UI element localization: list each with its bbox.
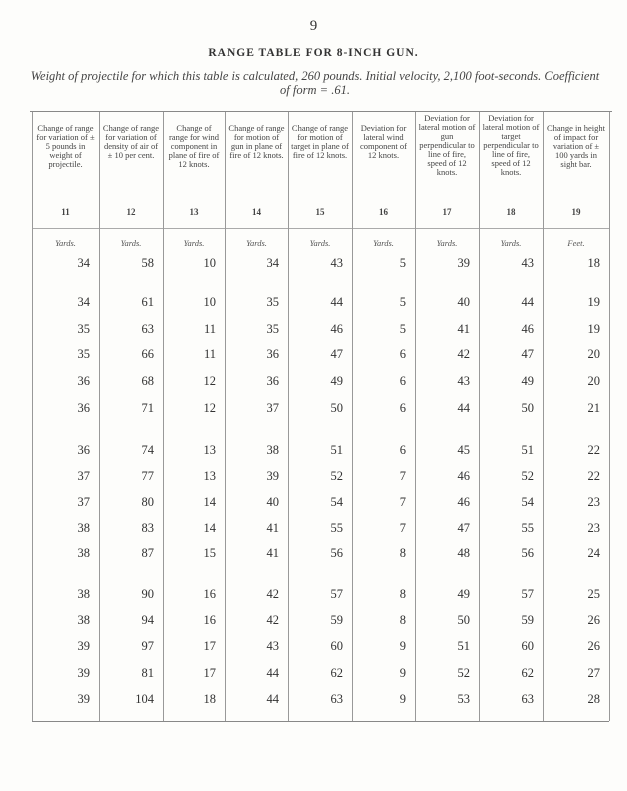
- column-header-text: Change in height of impact for variation of ± 100 yards in sight bar.: [546, 123, 606, 169]
- table-cell: 9: [399, 666, 406, 680]
- table-cell: 37: [77, 495, 90, 509]
- table-cell: 49: [457, 587, 470, 601]
- table-cell: 24: [587, 546, 600, 560]
- column-rule: [288, 112, 289, 721]
- table-cell: 36: [77, 443, 90, 457]
- table-cell: 34: [77, 256, 90, 270]
- column-rule: [99, 112, 100, 721]
- table-cell: 10: [203, 256, 216, 270]
- table-cell: 39: [77, 666, 90, 680]
- column-header: [418, 114, 476, 224]
- table-cell: 63: [141, 322, 154, 336]
- table-cell: 11: [203, 347, 216, 361]
- table-cell: 17: [203, 639, 216, 653]
- table-cell: 25: [587, 587, 600, 601]
- table-cell: 71: [141, 401, 154, 415]
- table-cell: 43: [457, 374, 470, 388]
- table-cell: 68: [141, 374, 154, 388]
- table-cell: 44: [330, 295, 343, 309]
- column-unit: Yards.: [373, 238, 394, 248]
- table-cell: 44: [521, 295, 534, 309]
- table-cell: 20: [587, 347, 600, 361]
- table-cell: 49: [521, 374, 534, 388]
- table-cell: 13: [203, 469, 216, 483]
- column-unit: Yards.: [183, 238, 205, 248]
- table-cell: 42: [457, 347, 470, 361]
- table-cell: 48: [457, 546, 470, 560]
- column-header: [166, 114, 222, 224]
- column-header: [355, 114, 412, 224]
- table-cell: 6: [399, 374, 406, 388]
- table-cell: 11: [203, 322, 216, 336]
- column-unit: Yards.: [309, 238, 331, 248]
- table-cell: 62: [330, 666, 343, 680]
- table-cell: 8: [399, 546, 406, 560]
- table-cell: 63: [521, 692, 534, 706]
- table-cell: 59: [521, 613, 534, 627]
- column-number: 11: [61, 207, 70, 217]
- table-cell: 94: [141, 613, 154, 627]
- table-cell: 38: [77, 613, 90, 627]
- table-cell: 43: [266, 639, 279, 653]
- table-cell: 47: [457, 521, 470, 535]
- table-cell: 6: [399, 443, 406, 457]
- table-cell: 38: [77, 587, 90, 601]
- table-cell: 41: [266, 521, 279, 535]
- table-cell: 40: [457, 295, 470, 309]
- column-rule: [479, 112, 480, 721]
- table-cell: 27: [587, 666, 600, 680]
- table-cell: 12: [203, 401, 216, 415]
- table-cell: 66: [141, 347, 154, 361]
- table-cell: 56: [521, 546, 534, 560]
- table-cell: 7: [399, 521, 406, 535]
- table-cell: 36: [266, 347, 279, 361]
- table-cell: 7: [399, 495, 406, 509]
- table-cell: 26: [587, 613, 600, 627]
- table-cell: 8: [399, 613, 406, 627]
- table-cell: 41: [457, 322, 470, 336]
- column-number: 18: [506, 207, 516, 217]
- table-cell: 58: [141, 256, 154, 270]
- table-cell: 39: [457, 256, 470, 270]
- table-cell: 13: [203, 443, 216, 457]
- column-header-text: Change of range for variation of density of air of ± 10 per cent.: [102, 123, 160, 160]
- table-cell: 10: [203, 295, 216, 309]
- table-cell: 80: [141, 495, 154, 509]
- column-rule: [163, 112, 164, 721]
- table-cell: 14: [203, 495, 216, 509]
- table-cell: 74: [141, 443, 154, 457]
- column-header: [228, 114, 285, 224]
- column-rule: [32, 112, 33, 721]
- page-number: 9: [309, 18, 318, 34]
- column-header-text: Deviation for lateral motion of gun perpendicular to line of fire, speed of 12 knots.: [418, 113, 476, 177]
- page-title: RANGE TABLE FOR 8-INCH GUN.: [208, 47, 419, 59]
- table-cell: 46: [457, 469, 470, 483]
- column-unit: Yards.: [55, 238, 76, 248]
- table-cell: 87: [141, 546, 154, 560]
- table-cell: 18: [203, 692, 216, 706]
- table-cell: 21: [587, 401, 600, 415]
- table-cell: 39: [266, 469, 279, 483]
- table-cell: 77: [141, 469, 154, 483]
- table-cell: 5: [399, 322, 406, 336]
- column-header-text: Change of range for motion of target in plane of fire of 12 knots.: [291, 123, 349, 160]
- table-cell: 97: [141, 639, 154, 653]
- table-cell: 51: [521, 443, 534, 457]
- table-cell: 7: [399, 469, 406, 483]
- table-top-rule: [30, 111, 612, 112]
- table-cell: 50: [457, 613, 470, 627]
- table-cell: 42: [266, 587, 279, 601]
- table-cell: 55: [521, 521, 534, 535]
- column-number: 15: [315, 207, 325, 217]
- column-number: 19: [571, 207, 581, 217]
- table-cell: 37: [266, 401, 279, 415]
- column-number: 13: [189, 207, 199, 217]
- table-cell: 42: [266, 613, 279, 627]
- table-cell: 45: [457, 443, 470, 457]
- column-unit: Yards.: [246, 238, 267, 248]
- column-number: 16: [379, 207, 388, 217]
- table-cell: 35: [77, 322, 90, 336]
- column-header: [546, 114, 606, 224]
- header-rule: [32, 228, 609, 229]
- table-cell: 43: [521, 256, 534, 270]
- table-cell: 60: [521, 639, 534, 653]
- table-cell: 17: [203, 666, 216, 680]
- table-cell: 35: [77, 347, 90, 361]
- table-cell: 52: [457, 666, 470, 680]
- table-cell: 36: [77, 374, 90, 388]
- column-header-text: Deviation for lateral motion of target perpendicular to line of fire, speed of 12 knots.: [482, 113, 540, 177]
- table-cell: 19: [587, 322, 600, 336]
- table-cell: 50: [521, 401, 534, 415]
- table-cell: 46: [521, 322, 534, 336]
- table-cell: 38: [77, 546, 90, 560]
- table-cell: 49: [330, 374, 343, 388]
- table-cell: 23: [587, 495, 600, 509]
- table-cell: 41: [266, 546, 279, 560]
- column-number: 14: [252, 207, 261, 217]
- table-cell: 34: [77, 295, 90, 309]
- table-cell: 6: [399, 401, 406, 415]
- table-cell: 61: [141, 295, 154, 309]
- column-number: 12: [126, 207, 136, 217]
- table-cell: 60: [330, 639, 343, 653]
- table-cell: 44: [457, 401, 470, 415]
- table-cell: 57: [330, 587, 343, 601]
- table-cell: 47: [330, 347, 343, 361]
- column-header: [291, 114, 349, 224]
- column-header: [482, 114, 540, 224]
- table-cell: 34: [266, 256, 279, 270]
- table-cell: 43: [330, 256, 343, 270]
- column-header-text: Change of range for variation of ± 5 pounds in weight of projectile.: [36, 123, 95, 169]
- table-cell: 14: [203, 521, 216, 535]
- table-cell: 18: [587, 256, 600, 270]
- table-subtitle: Weight of projectile for which this table is calculated, 260 pounds. Initial velocity, 2,100 foot-seconds. Coefficient of form = .61.: [30, 69, 600, 97]
- table-cell: 51: [457, 639, 470, 653]
- column-rule: [415, 112, 416, 721]
- table-cell: 16: [203, 587, 216, 601]
- table-cell: 26: [587, 639, 600, 653]
- table-cell: 19: [587, 295, 600, 309]
- table-cell: 56: [330, 546, 343, 560]
- table-cell: 23: [587, 521, 600, 535]
- table-cell: 9: [399, 692, 406, 706]
- column-rule: [543, 112, 544, 721]
- column-unit: Feet.: [567, 238, 585, 248]
- table-cell: 28: [587, 692, 600, 706]
- table-cell: 63: [330, 692, 343, 706]
- column-unit: Yards.: [120, 238, 142, 248]
- column-header: [35, 114, 96, 224]
- table-cell: 52: [330, 469, 343, 483]
- table-cell: 38: [77, 521, 90, 535]
- table-cell: 57: [521, 587, 534, 601]
- table-cell: 16: [203, 613, 216, 627]
- table-cell: 37: [77, 469, 90, 483]
- table-cell: 5: [399, 295, 406, 309]
- column-unit: Yards.: [436, 238, 458, 248]
- table-cell: 54: [521, 495, 534, 509]
- table-bottom-rule: [32, 721, 609, 722]
- table-cell: 53: [457, 692, 470, 706]
- column-header-text: Change of range for motion of gun in plane of fire of 12 knots.: [228, 123, 285, 160]
- table-cell: 83: [141, 521, 154, 535]
- table-cell: 36: [77, 401, 90, 415]
- column-rule: [225, 112, 226, 721]
- table-cell: 39: [77, 692, 90, 706]
- table-cell: 22: [587, 469, 600, 483]
- column-header-text: Deviation for lateral wind component of 12 knots.: [360, 123, 407, 160]
- table-cell: 44: [266, 692, 279, 706]
- table-cell: 8: [399, 587, 406, 601]
- table-cell: 52: [521, 469, 534, 483]
- table-cell: 51: [330, 443, 343, 457]
- table-cell: 40: [266, 495, 279, 509]
- column-header-text: Change of range for wind component in plane of fire of 12 knots.: [168, 123, 220, 169]
- table-cell: 54: [330, 495, 343, 509]
- table-cell: 20: [587, 374, 600, 388]
- table-cell: 6: [399, 347, 406, 361]
- table-cell: 15: [203, 546, 216, 560]
- table-cell: 46: [330, 322, 343, 336]
- table-cell: 50: [330, 401, 343, 415]
- table-cell: 38: [266, 443, 279, 457]
- column-number: 17: [442, 207, 452, 217]
- table-cell: 81: [141, 666, 154, 680]
- table-cell: 62: [521, 666, 534, 680]
- table-cell: 39: [77, 639, 90, 653]
- table-cell: 55: [330, 521, 343, 535]
- table-cell: 35: [266, 295, 279, 309]
- table-cell: 46: [457, 495, 470, 509]
- table-cell: 22: [587, 443, 600, 457]
- table-cell: 59: [330, 613, 343, 627]
- table-cell: 5: [399, 256, 406, 270]
- table-cell: 9: [399, 639, 406, 653]
- table-cell: 36: [266, 374, 279, 388]
- table-cell: 35: [266, 322, 279, 336]
- table-cell: 104: [135, 692, 154, 706]
- column-unit: Yards.: [500, 238, 522, 248]
- table-cell: 12: [203, 374, 216, 388]
- column-rule: [352, 112, 353, 721]
- table-cell: 44: [266, 666, 279, 680]
- table-cell: 90: [141, 587, 154, 601]
- column-rule: [609, 112, 610, 721]
- table-cell: 47: [521, 347, 534, 361]
- column-header: [102, 114, 160, 224]
